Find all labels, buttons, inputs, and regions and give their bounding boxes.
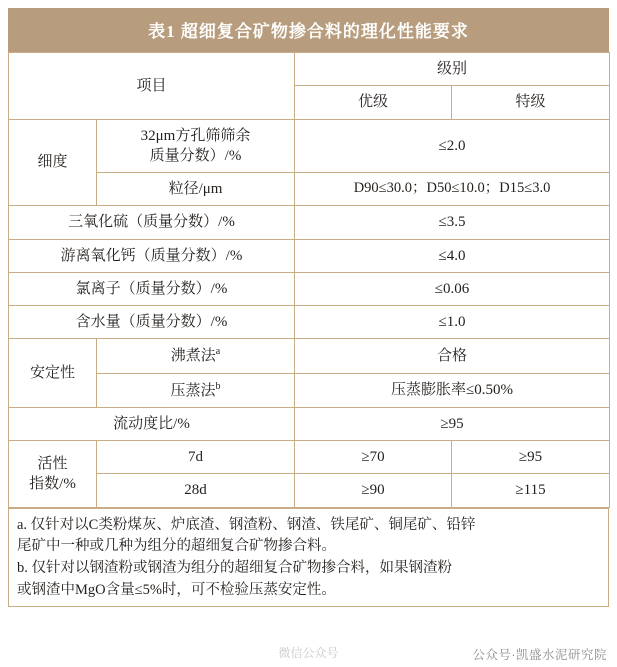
footnote-b-line2: 或钢渣中MgO含量≤5%时，可不检验压蒸安定性。 (17, 581, 336, 598)
row-value-particle-size: D90≤30.0；D50≤10.0；D15≤3.0 (295, 173, 610, 206)
row-sub-sieve-line1: 32μm方孔筛筛余 (140, 127, 251, 144)
row-value-28d-you: ≥90 (295, 474, 452, 507)
row-value-7d-you: ≥70 (295, 441, 452, 474)
table-container (8, 8, 609, 607)
header-grade-you: 优级 (295, 86, 452, 119)
row-group-stability: 安定性 (9, 339, 97, 408)
row-item-moisture: 含水量（质量分数）/% (9, 306, 295, 339)
table-row (9, 474, 610, 507)
table-row (9, 206, 610, 239)
row-sub-particle-size: 粒径/μm (97, 173, 295, 206)
table-caption: 表1 超细复合矿物掺合料的理化性能要求 (8, 8, 609, 52)
row-item-free-cao: 游离氧化钙（质量分数）/% (9, 239, 295, 272)
table-footnotes (8, 508, 609, 607)
row-value-moisture: ≤1.0 (295, 306, 610, 339)
row-group-fineness: 细度 (9, 119, 97, 206)
properties-table (8, 52, 610, 508)
table-row (9, 272, 610, 305)
row-value-28d-te: ≥115 (452, 474, 610, 507)
header-grade-te: 特级 (452, 86, 610, 119)
row-value-flow-ratio: ≥95 (295, 407, 610, 440)
table-row (9, 119, 610, 173)
table-row (9, 339, 610, 373)
table-header-row (9, 53, 610, 86)
row-sub-autoclave (97, 373, 295, 407)
footnote-marker-b: b (215, 380, 221, 392)
header-grade-cell: 级别 (295, 53, 610, 86)
row-group-activity-index (9, 441, 97, 508)
row-value-chloride: ≤0.06 (295, 272, 610, 305)
table-row (9, 407, 610, 440)
row-value-sieve: ≤2.0 (295, 119, 610, 173)
row-value-autoclave: 压蒸膨胀率≤0.50% (295, 373, 610, 407)
table-row (9, 239, 610, 272)
row-sub-28d: 28d (97, 474, 295, 507)
publisher-watermark (472, 645, 607, 663)
watermark-prefix: 公众号· (472, 648, 516, 662)
footnote-a-line2: 尾矿中一种或几种为组分的超细复合矿物掺合料。 (17, 538, 336, 555)
row-group-activity-line1: 活性 (37, 455, 68, 472)
row-item-chloride: 氯离子（质量分数）/% (9, 272, 295, 305)
row-sub-autoclave-text: 压蒸法 (170, 382, 216, 399)
watermark-name: 凯盛水泥研究院 (515, 648, 607, 662)
row-value-free-cao: ≤4.0 (295, 239, 610, 272)
footnote-marker-a: a (215, 346, 221, 358)
row-item-so3: 三氧化硫（质量分数）/% (9, 206, 295, 239)
row-group-activity-line2: 指数/% (29, 475, 76, 492)
row-sub-7d: 7d (97, 441, 295, 474)
row-item-flow-ratio: 流动度比/% (9, 407, 295, 440)
table-row (9, 373, 610, 407)
row-sub-boiling (97, 339, 295, 373)
header-item-cell: 项目 (9, 53, 295, 120)
row-sub-sieve-line2: 质量分数）/% (149, 147, 242, 164)
row-value-so3: ≤3.5 (295, 206, 610, 239)
row-sub-boiling-text: 沸煮法 (170, 348, 216, 365)
center-watermark: 微信公众号 (278, 646, 339, 660)
table-row (9, 441, 610, 474)
row-sub-sieve (97, 119, 295, 173)
row-value-7d-te: ≥95 (452, 441, 610, 474)
row-value-boiling: 合格 (295, 339, 610, 373)
table-row (9, 173, 610, 206)
table-row (9, 306, 610, 339)
footnote-a-line1: a. 仅针对以C类粉煤灰、炉底渣、钢渣粉、钢渣、铁尾矿、铜尾矿、铅锌 (17, 516, 476, 533)
footnote-b-line1: b. 仅针对以钢渣粉或钢渣为组分的超细复合矿物掺合料，如果钢渣粉 (17, 560, 452, 576)
